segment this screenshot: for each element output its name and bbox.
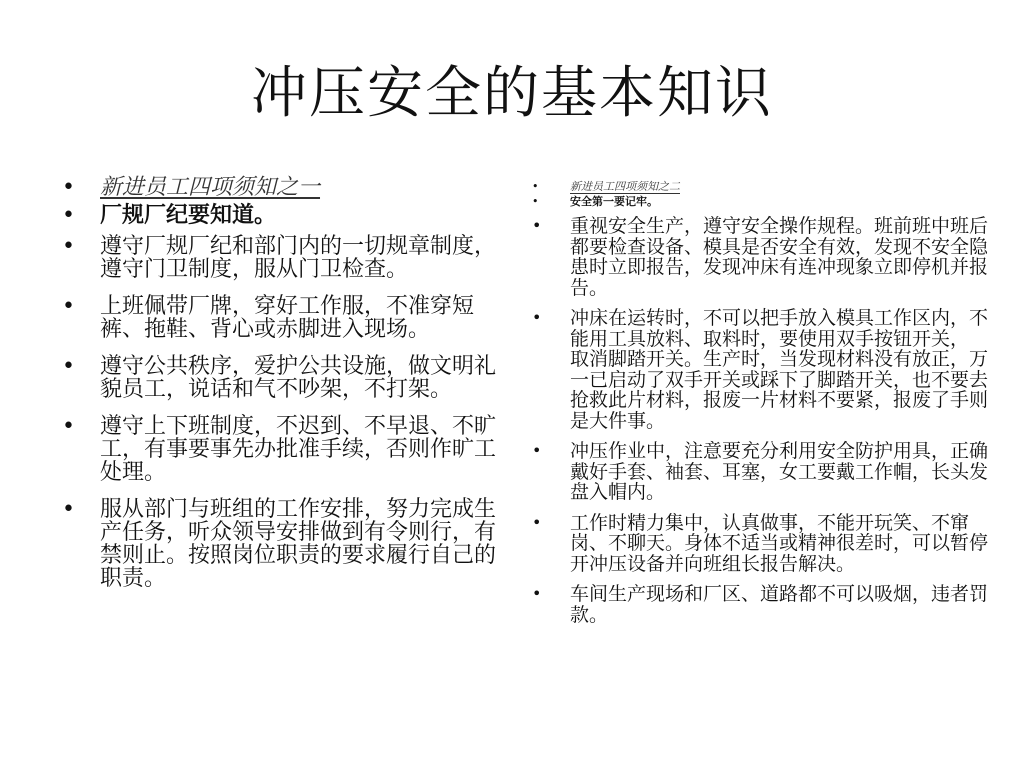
list-item bbox=[530, 584, 990, 625]
list-item-text: 遵守上下班制度，不迟到、不早退、不旷工，有事要事先办批准手续，否则作旷工处理。 bbox=[100, 414, 497, 485]
slide-title: 冲压安全的基本知识 bbox=[251, 61, 773, 126]
left-column-list bbox=[60, 176, 512, 604]
list-item bbox=[530, 441, 990, 503]
list-item-heading bbox=[530, 195, 990, 208]
list-item bbox=[530, 513, 990, 575]
list-item bbox=[530, 308, 990, 431]
right-heading-bold: 安全第一要记牢。 bbox=[570, 195, 658, 208]
list-item-text: 冲床在运转时，不可以把手放入模具工作区内，不能用工具放料、取料时，要使用双手按钮开关， 取消脚踏开关。生产时，当发现材料没有放正，万一已启动了双手开关或踩下了脚踏开关，也不要去抢救此片材料，报废一片材料不要紧，报废了手则是大件事。 bbox=[570, 307, 989, 432]
right-column-list bbox=[530, 180, 990, 635]
left-heading-bold: 厂规厂纪要知道。 bbox=[100, 202, 277, 228]
bullet-icon: • bbox=[62, 203, 75, 228]
list-item-text: 服从部门与班组的工作安排，努力完成生产任务，听众领导安排做到有令则行，有禁则止。按照岗位职责的要求履行自己的职责。 bbox=[100, 497, 497, 591]
bullet-icon: • bbox=[62, 414, 75, 439]
list-item-text: 车间生产现场和厂区、道路都不可以吸烟，违者罚款。 bbox=[570, 583, 989, 626]
bullet-icon: • bbox=[62, 175, 75, 200]
list-item-text: 遵守公共秩序，爱护公共设施，做文明礼貌员工，说话和气不吵架，不打架。 bbox=[100, 354, 497, 402]
list-item-heading bbox=[60, 204, 512, 227]
bullet-icon: • bbox=[532, 180, 539, 193]
list-item bbox=[60, 295, 512, 341]
list-item-text: 上班佩带厂牌，穿好工作服，不准穿短裤、拖鞋、背心或赤脚进入现场。 bbox=[100, 294, 475, 342]
left-heading-italic: 新进员工四项须知之一 bbox=[100, 175, 321, 200]
bullet-icon: • bbox=[62, 294, 75, 319]
bullet-icon: • bbox=[532, 512, 542, 532]
list-item bbox=[60, 415, 512, 484]
bullet-icon: • bbox=[62, 497, 75, 522]
bullet-icon: • bbox=[532, 441, 542, 460]
bullet-icon: • bbox=[532, 195, 539, 208]
list-item bbox=[60, 355, 512, 401]
bullet-icon: • bbox=[532, 584, 542, 603]
list-item-text: 工作时精力集中，认真做事，不能开玩笑、不窜岗、不聊天。身体不适当或精神很差时，可以暂停开冲压设备并向班组长报告解决。 bbox=[570, 511, 989, 575]
bullet-icon: • bbox=[62, 234, 75, 259]
right-heading-italic: 新进员工四项须知之二 bbox=[570, 180, 680, 193]
list-item bbox=[530, 216, 990, 298]
bullet-icon: • bbox=[62, 354, 75, 379]
bullet-icon: • bbox=[532, 216, 542, 235]
bullet-icon: • bbox=[532, 308, 542, 327]
list-item bbox=[60, 235, 512, 281]
list-item-heading bbox=[530, 180, 990, 193]
list-item-text: 重视安全生产，遵守安全操作规程。班前班中班后都要检查设备、模具是否安全有效，发现不安全隐患时立即报告，发现冲床有连冲现象立即停机并报告。 bbox=[570, 215, 989, 299]
list-item-heading bbox=[60, 176, 512, 199]
list-item-text: 冲压作业中，注意要充分利用安全防护用具，正确戴好手套、袖套、耳塞，女工要戴工作帽，长头发盘入帽内。 bbox=[570, 440, 989, 503]
list-item-text: 遵守厂规厂纪和部门内的一切规章制度，遵守门卫制度，服从门卫检查。 bbox=[100, 234, 497, 282]
list-item bbox=[60, 498, 512, 590]
